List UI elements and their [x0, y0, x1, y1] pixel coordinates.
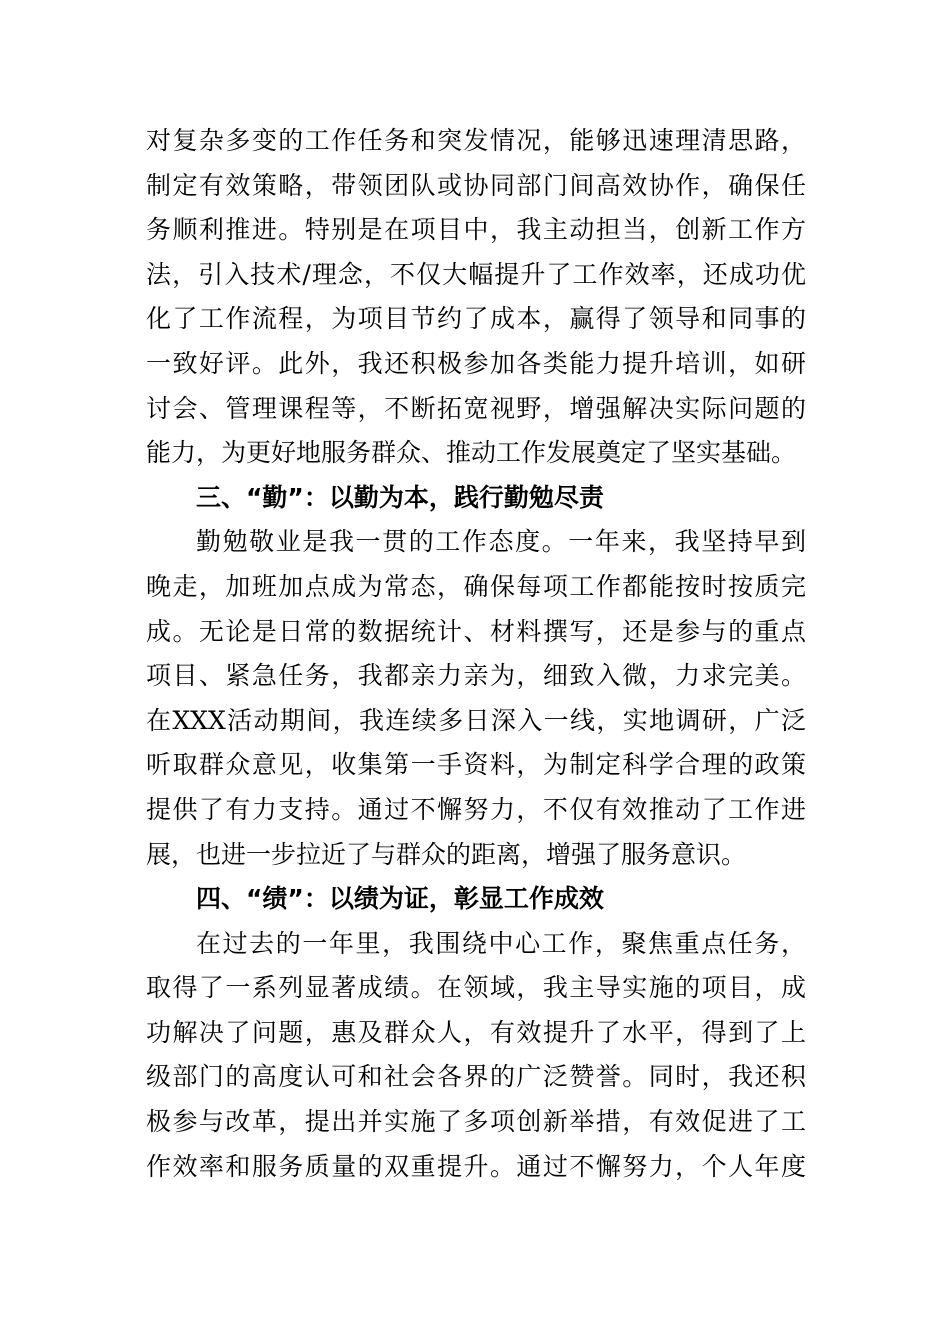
paragraph-achievements — [146, 922, 806, 1190]
text-line: 制定有效策略，带领团队或协同部门间高效协作，确保任 — [146, 170, 806, 200]
text-line: 对复杂多变的工作任务和突发情况，能够迅速理清思路， — [146, 126, 806, 155]
text-line: 展，也进一步拉近了与群众的距离，增强了服务意识。 — [146, 839, 747, 869]
text-line: 一致好评。此外，我还积极参加各类能力提升培训，如研 — [146, 348, 806, 378]
text-line: 务顺利推进。特别是在项目中，我主动担当，创新工作方 — [146, 215, 806, 245]
text-line: 听取群众意见，收集第一手资料，为制定科学合理的政策 — [146, 750, 806, 780]
text-line: 作效率和服务质量的双重提升。通过不懈努力，个人年度 — [146, 1151, 806, 1181]
text-line: 项目、紧急任务，我都亲力亲为，细致入微，力求完美。 — [146, 661, 806, 691]
text-line: 法，引入技术/理念，不仅大幅提升了工作效率，还成功优 — [146, 259, 806, 289]
section-heading-diligence: 三、“勤”：以勤为本，践行勤勉尽责 — [196, 482, 604, 512]
text-line: 讨会、管理课程等，不断拓宽视野，增强解决实际问题的 — [146, 393, 806, 423]
text-line: 在过去的一年里，我围绕中心工作，聚焦重点任务， — [196, 928, 806, 958]
text-line: 提供了有力支持。通过不懈努力，不仅有效推动了工作进 — [146, 794, 806, 824]
section-heading-achievements: 四、“绩”：以绩为证，彰显工作成效 — [196, 884, 604, 914]
paragraph-diligence — [146, 520, 806, 877]
text-line: 晚走，加班加点成为常态，确保每项工作都能按时按质完 — [146, 571, 806, 601]
text-line: 勤勉敬业是我一贯的工作态度。一年来，我坚持早到 — [196, 527, 806, 557]
text-line: 化了工作流程，为项目节约了成本，赢得了领导和同事的 — [146, 304, 806, 334]
text-line: 成。无论是日常的数据统计、材料撰写，还是参与的重点 — [146, 616, 806, 646]
text-line: 能力，为更好地服务群众、推动工作发展奠定了坚实基础。 — [146, 438, 797, 468]
text-line: 极参与改革，提出并实施了多项创新举措，有效促进了工 — [146, 1107, 806, 1137]
text-line: 级部门的高度认可和社会各界的广泛赞誉。同时，我还积 — [146, 1062, 806, 1092]
text-line: 功解决了问题，惠及群众人，有效提升了水平，得到了上 — [146, 1017, 806, 1047]
text-line: 取得了一系列显著成绩。在领域，我主导实施的项目，成 — [146, 973, 806, 1003]
paragraph-work-ability — [146, 119, 806, 476]
document-body — [146, 119, 806, 1189]
text-line: 在XXX活动期间，我连续多日深入一线，实地调研，广泛 — [146, 705, 806, 735]
